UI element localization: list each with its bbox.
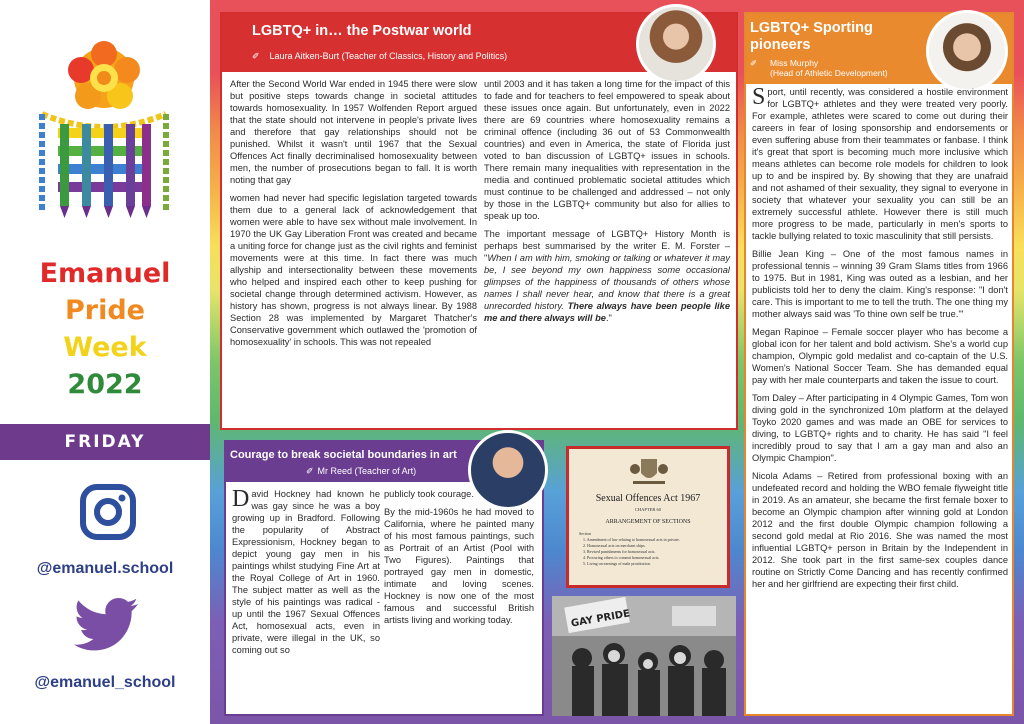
art-column-2 [384, 488, 534, 632]
quote-end: ." [605, 313, 612, 323]
act-section-label: Section [579, 531, 591, 536]
title-week: Week [63, 332, 147, 363]
art-author [306, 466, 416, 477]
art-author-name: Mr Reed (Teacher of Art) [317, 466, 417, 476]
act-section-item: 3. Revised punishments for homosexual acts. [583, 549, 656, 554]
act-heading: ARRANGEMENT OF SECTIONS [605, 519, 691, 525]
pen-icon: ✐ [252, 51, 260, 61]
act-section-item: 5. Living on earnings of male prostitution. [583, 561, 651, 566]
pride-portcullis-logo [30, 40, 190, 240]
day-banner: FRIDAY [0, 424, 210, 460]
forster-quote: When I am with him, smoking or talking or whatever it may be, I see beyond my own happiness some occasional glimpses of the happiness of thousands of others whose names I shall never hear, and know that there is a great unrecorded history. [484, 253, 730, 311]
postwar-paragraph: women had never had specific legislation targeted towards them due to a general lack of acknowledgement that women were able to have sex without male involvement. In 1970 the UK Gay Liberation Front was created and became a uniting force for change just as the civil rights and feminist movements were at this time. In fact there was much allyship and intersectionality between these movements who helped and inspired each other to keep pushing for societal change through determined activism. However, as history has shown, progress is not always linear. By 1988 Section 28 was implemented by Margaret Thatcher's Conservative government which outlawed the 'promotion of homosexuality' in schools. This was not repealed [230, 193, 477, 347]
act-section-item: 1. Amendment of law relating to homosexual acts in private. [583, 537, 680, 542]
act-chapter: CHAPTER 60 [634, 507, 662, 512]
forster-quote-paragraph [484, 228, 730, 324]
portcullis-icon [58, 124, 151, 218]
sidebar [0, 0, 210, 724]
royal-coat-of-arms-icon [629, 455, 669, 487]
author-portrait-aitken-burt [636, 4, 716, 84]
art-column-1 [232, 488, 380, 662]
sport-paragraph-nicola-adams: Nicola Adams – Retired from professional boxing with an undefeated record and holding the WBO female flyweight title in 2019. As an amateur, she became the first female boxer to become an Olympic champion after winning gold at London 2012 and the first double Olympic champion following a second gold medal at Rio 2016. She was named the most influential LGBTQ+ person in Britain by the Independent in 2012. She took part in the first same-sex couples dance routine on Strictly Come Dancing and has recently confirmed her and her girlfriend are expecting their first child. [752, 471, 1008, 589]
sexual-offences-act-image [566, 446, 730, 588]
act-section-item: 2. Homosexual acts on merchant ships. [583, 543, 646, 548]
art-title: Courage to break societal boundaries in art [230, 449, 457, 461]
art-paragraph: publicly took courage. [384, 489, 474, 499]
title-year: 2022 [67, 369, 143, 400]
sport-body [752, 86, 1008, 596]
protest-photo-graphic [552, 596, 736, 716]
title-emanuel: Emanuel [39, 258, 171, 289]
act-sections-list [583, 537, 723, 567]
postwar-author [252, 51, 507, 62]
twitter-handle[interactable]: @emanuel_school [34, 674, 176, 691]
postwar-column-2 [484, 78, 730, 330]
sport-paragraph-megan-rapinoe: Megan Rapinoe – Female soccer player who has become a global icon for her talent and bold activism. She's a world cup champion, Olympic gold medalist and co-captain of the U.S. Women's National Soccer Team. She has demanded equal pay with her male counterparts and taken the issue to court. [752, 327, 1008, 385]
postwar-paragraph: After the Second World War ended in 1945 there were slow but positive steps towards change in societal attitudes towards homosexuality. In 1957 Wolfenden Report argued that the state should not intervene in people's private lives and therefore that gay relationships should not be punished. Whilst it wasn't until 1967 that the Sexual Offences Act finally decriminalised homosexuality between men, the number of prosecutions began to fall. It is worth noting that gay [230, 79, 477, 185]
sport-article [744, 12, 1014, 716]
pen-icon: ✐ [750, 58, 758, 68]
act-title: Sexual Offences Act 1967 [595, 493, 701, 504]
drop-cap: S [752, 84, 766, 110]
postwar-title: LGBTQ+ in… the Postwar world [252, 23, 472, 39]
sport-author-role: (Head of Athletic Development) [770, 68, 888, 78]
sport-title: LGBTQ+ Sporting pioneers [750, 20, 873, 53]
sport-intro-text: port, until recently, was considered a hostile environment for LGBTQ+ athletes and they were treated very poorly. For example, athletes were scared to come out during their careers in fear of losing sponsorship and endorsements or even suffering abuse from their teammates or fanbase. I think it's great that sport is becoming much more inclusive which means athletes can become role models for children to look up to and be inspired by. By showing that they are unafraid and not ashamed of their sexuality, they signal to everyone in society that whatever your sexuality you can still be an extremely successful athlete. However there is still much more progress to be made, particularly in men's sports to tackle bullying related to toxic masculinity that still persists. [752, 87, 1008, 241]
sport-author-name: Miss Murphy [770, 58, 819, 68]
sport-paragraph-tom-daley: Tom Daley – After participating in 4 Olympic Games, Tom won diving gold in the synchronized 10m platform at the delayed Toyko 2020 games and was made an OBE for services to diving, to LGBTQ+ rights and to charity. He has said "I feel incredibly proud to say that I am a gay man and also an Olympic Champion". [752, 393, 1008, 463]
postwar-paragraph: until 2003 and it has taken a long time for the impact of this to fade and for teachers to feel empowered to speak about these issues once again. But unfortunately, even in 2022 there are 69 countries where homosexuality remains a criminal offence (including 36 out of 53 Commonwealth countries) and even in America, the state of Florida just voted to ban discussion of LGBTQ+ issues in schools. There remain many inequalities with representation in the media and continued problematic societal attitudes which must continue to be challenged and addressed – not only by those in the LGBTQ+ community but also for allies to speak up too. [484, 79, 730, 221]
sport-paragraph-billie-jean-king: Billie Jean King – One of the most famous names in professional tennis – winning 39 Gram Slams titles from 1966 to 1975. But in 1981, King was outed as a lesbian, and her publicists told her to deny the claim. King's response: "I don't care. This is important to me to tell the truth. The one thing my mother always said was 'To thine own self be true.'" [752, 249, 1008, 319]
instagram-icon[interactable] [80, 484, 136, 540]
forster-quote-bold: There always have been people like me and there always will be [484, 301, 730, 323]
drop-cap: D [232, 486, 250, 512]
gay-pride-protest-photo [552, 596, 736, 716]
twitter-icon[interactable] [74, 598, 140, 652]
art-article [224, 440, 544, 716]
art-paragraph: By the mid-1960s he had moved to California, where he painted many of his most famous paintings, such as Portrait of an Artist (Pool with Two Figures). Paintings that portrayed gay men in domestic, intimate and loving scenes. Hockney is now one of the most famous and successful British artists living and working today. [384, 507, 534, 625]
tudor-rose-icon [68, 41, 140, 109]
act-section-item: 4. Procuring others to commit homosexual acts. [583, 555, 660, 560]
instagram-handle[interactable]: @emanuel.school [36, 560, 174, 577]
title-pride: Pride [65, 295, 145, 326]
postwar-author-name: Laura Aitken-Burt (Teacher of Classics, History and Politics) [269, 51, 508, 61]
art-text: avid Hockney had known he was gay since he was a boy growing up in Bradford. Following the popularity of Abstract Expressionism, Hockney began to depict young gay men in his paintings whilst studying Fine Art at the Royal College of Art in 1960. The subject matter as well as the style of his paintings was radical - up until the 1967 Sexual Offences Act, homosexual acts, even in private, were illegal in the UK, so coming out so [232, 489, 380, 655]
quote-intro: The important message of LGBTQ+ History Month is perhaps best summarised by the writer E. M. Forster – " [484, 229, 730, 263]
author-portrait-murphy [926, 10, 1008, 92]
sport-author [750, 58, 888, 78]
postwar-column-1 [230, 78, 477, 354]
sport-paragraph-intro [752, 86, 1008, 242]
postwar-article [220, 12, 738, 430]
art-paragraph [232, 488, 380, 656]
pen-icon: ✐ [306, 466, 314, 476]
protest-sign-text: GAY PRIDE [570, 608, 631, 630]
